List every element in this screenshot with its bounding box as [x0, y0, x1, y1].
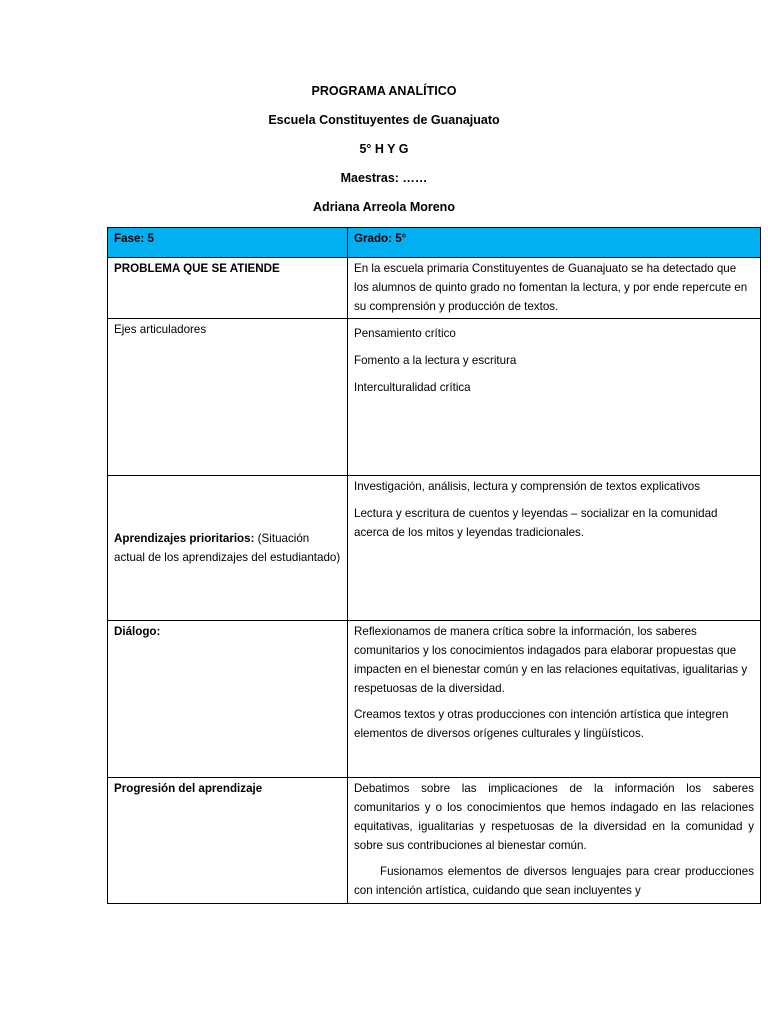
group-label: 5° H Y G: [359, 142, 409, 156]
ejes-label: Ejes articuladores: [108, 319, 348, 476]
table-header-row: [108, 228, 761, 258]
dialogo-paragraph: Reflexionamos de manera crítica sobre la información, los saberes comunitarios y los conocimientos indagados para elaborar propuestas que impacten en el bienestar común y en las relaciones equitativas, igualitarias y respetuosas de la diversidad.: [354, 625, 748, 695]
teachers-label: Maestras: ……: [340, 171, 428, 185]
program-table: [107, 227, 761, 904]
problema-text: En la escuela primaria Constituyentes de Guanajuato se ha detectado que los alumnos de quinto grado no fomentan la lectura, y por ende repercute en su comprensión y producción de textos.: [348, 258, 761, 319]
table-row-problema: [108, 258, 761, 319]
table-row-aprendizajes: [108, 476, 761, 621]
problema-label: PROBLEMA QUE SE ATIENDE: [108, 258, 348, 319]
aprendizaje-item: Investigación, análisis, lectura y comprensión de textos explicativos: [354, 480, 701, 494]
school-name: Escuela Constituyentes de Guanajuato: [268, 113, 500, 127]
ejes-list: [348, 319, 761, 476]
grado-cell: Grado: 5°: [348, 228, 761, 258]
aprendizajes-list: [348, 476, 761, 621]
aprendizaje-item: Lectura y escritura de cuentos y leyendas – socializar en la comunidad acerca de los mitos y leyendas tradicionales.: [354, 507, 718, 539]
progresion-paragraph: Fusionamos elementos de diversos lenguajes para crear producciones con intención artística, cuidando que sean incluyentes y: [354, 865, 754, 898]
fase-cell: Fase: 5: [108, 228, 348, 258]
teacher-name: Adriana Arreola Moreno: [313, 200, 455, 214]
table-row-dialogo: [108, 621, 761, 778]
dialogo-paragraph: Creamos textos y otras producciones con intención artística que integren elementos de diversos orígenes culturales y lingüísticos.: [354, 708, 729, 741]
aprendizajes-label-bold: Aprendizajes prioritarios:: [114, 532, 255, 546]
eje-item: Pensamiento crítico: [354, 327, 456, 341]
progresion-label: Progresión del aprendizaje: [108, 778, 348, 904]
eje-item: Fomento a la lectura y escritura: [354, 354, 517, 368]
table-row-progresion: [108, 778, 761, 904]
table-row-ejes: [108, 319, 761, 476]
progresion-paragraph: Debatimos sobre las implicaciones de la información los saberes comunitarios y o los conocimientos que hemos indagado en las relaciones equitativas, igualitarias y respetuosas de la diversidad en la comunidad y sobre sus contribuciones al bienestar común.: [354, 782, 754, 852]
aprendizajes-label-rest: (Situación actual de los aprendizajes del estudiantado): [114, 532, 341, 565]
dialogo-label: Diálogo:: [108, 621, 348, 778]
dialogo-text: [348, 621, 761, 778]
aprendizajes-label: [108, 476, 348, 621]
eje-item: Interculturalidad crítica: [354, 380, 471, 394]
progresion-text: [348, 778, 761, 904]
document-title: PROGRAMA ANALÍTICO: [311, 84, 457, 98]
